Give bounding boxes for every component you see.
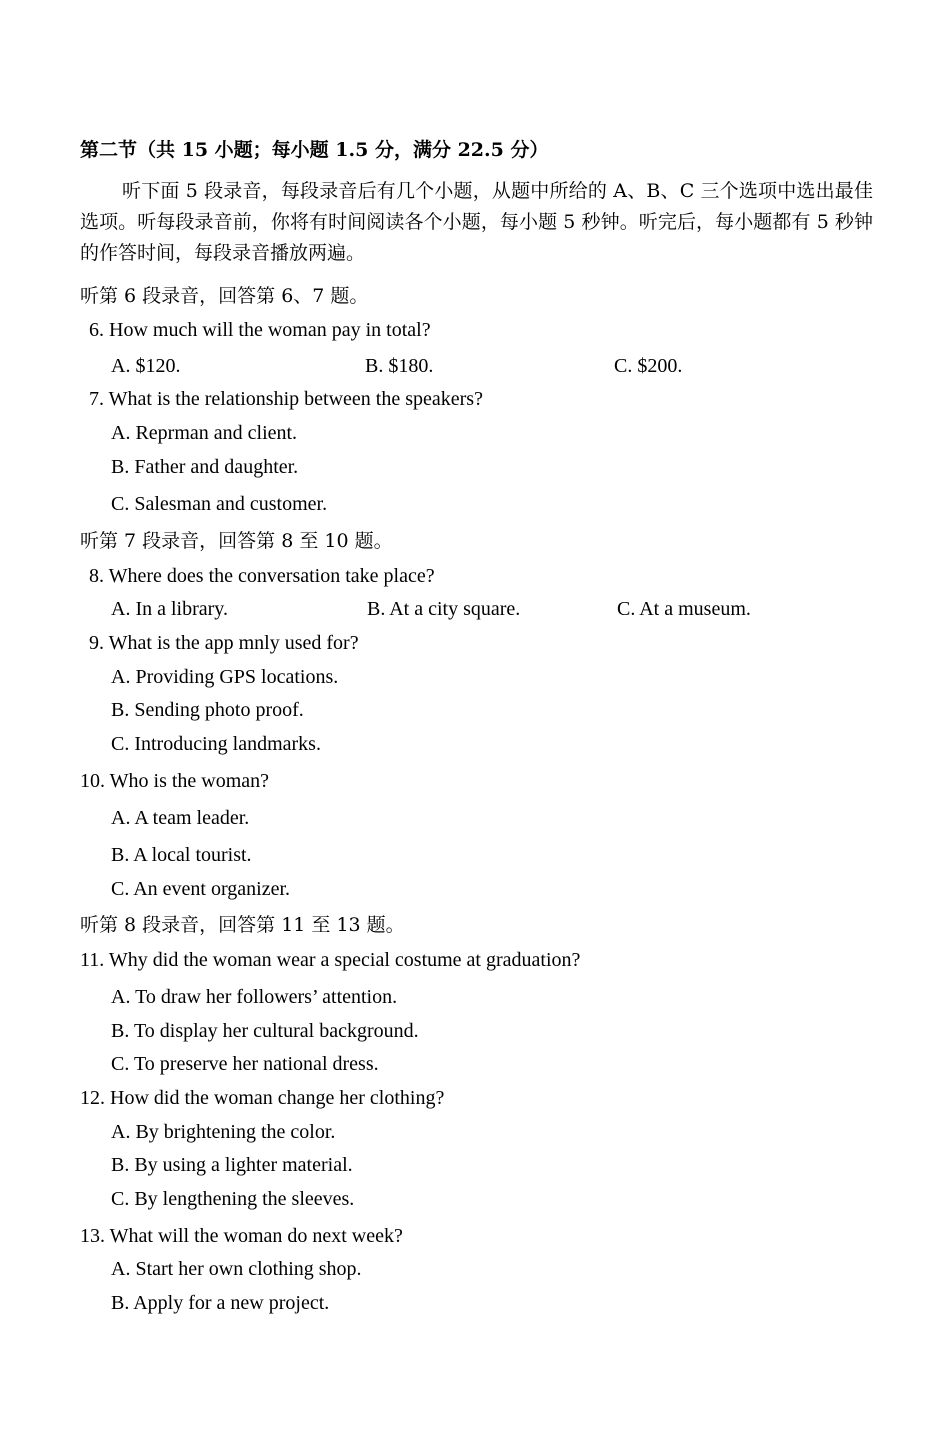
answer-option: B. By using a lighter material. bbox=[111, 1154, 353, 1176]
answer-option: A. By brightening the color. bbox=[111, 1121, 336, 1143]
answer-option: A. Providing GPS locations. bbox=[111, 666, 339, 688]
answer-option: B. To display her cultural background. bbox=[111, 1020, 419, 1042]
answer-option: C. At a museum. bbox=[617, 598, 751, 620]
part-heading: 听第 8 段录音，回答第 11 至 13 题。 bbox=[80, 914, 405, 936]
answer-option: C. To preserve her national dress. bbox=[111, 1053, 379, 1075]
part-heading: 听第 6 段录音，回答第 6、7 题。 bbox=[80, 285, 369, 307]
answer-option: C. Introducing landmarks. bbox=[111, 733, 321, 755]
answer-option: B. Sending photo proof. bbox=[111, 699, 304, 721]
question-stem: 11. Why did the woman wear a special costume at graduation? bbox=[80, 949, 581, 971]
answer-option: A. To draw her followers’ attention. bbox=[111, 986, 398, 1008]
section-title: 第二节（共 15 小题；每小题 1.5 分，满分 22.5 分） bbox=[80, 139, 549, 161]
answer-option: B. Apply for a new project. bbox=[111, 1292, 330, 1314]
question-stem: 6. How much will the woman pay in total? bbox=[89, 319, 431, 341]
answer-option: B. A local tourist. bbox=[111, 844, 252, 866]
answer-option: B. Father and daughter. bbox=[111, 456, 299, 478]
answer-option: A. Start her own clothing shop. bbox=[111, 1258, 362, 1280]
answer-option: C. Salesman and customer. bbox=[111, 493, 328, 515]
answer-option: B. $180. bbox=[365, 355, 434, 377]
question-stem: 8. Where does the conversation take place? bbox=[89, 565, 435, 587]
answer-option: B. At a city square. bbox=[367, 598, 521, 620]
answer-option: A. In a library. bbox=[111, 598, 228, 620]
answer-option: A. $120. bbox=[111, 355, 181, 377]
answer-option: C. By lengthening the sleeves. bbox=[111, 1188, 355, 1210]
question-stem: 9. What is the app mnly used for? bbox=[89, 632, 359, 654]
answer-option: C. $200. bbox=[614, 355, 683, 377]
question-stem: 13. What will the woman do next week? bbox=[80, 1225, 403, 1247]
question-stem: 7. What is the relationship between the speakers? bbox=[89, 388, 483, 410]
question-stem: 10. Who is the woman? bbox=[80, 770, 270, 792]
answer-option: A. A team leader. bbox=[111, 807, 250, 829]
answer-option: A. Reprman and client. bbox=[111, 422, 298, 444]
section-instructions: 听下面 5 段录音，每段录音后有几个小题，从题中所给的 A、B、C 三个选项中选出最佳选项。听每段录音前，你将有时间阅读各个小题，每小题 5 秒钟。听完后，每小题都有 5 秒钟的作答时间，每段录音播放两遍。 bbox=[80, 180, 873, 264]
question-stem: 12. How did the woman change her clothing? bbox=[80, 1087, 445, 1109]
part-heading: 听第 7 段录音，回答第 8 至 10 题。 bbox=[80, 530, 393, 552]
answer-option: C. An event organizer. bbox=[111, 878, 291, 900]
